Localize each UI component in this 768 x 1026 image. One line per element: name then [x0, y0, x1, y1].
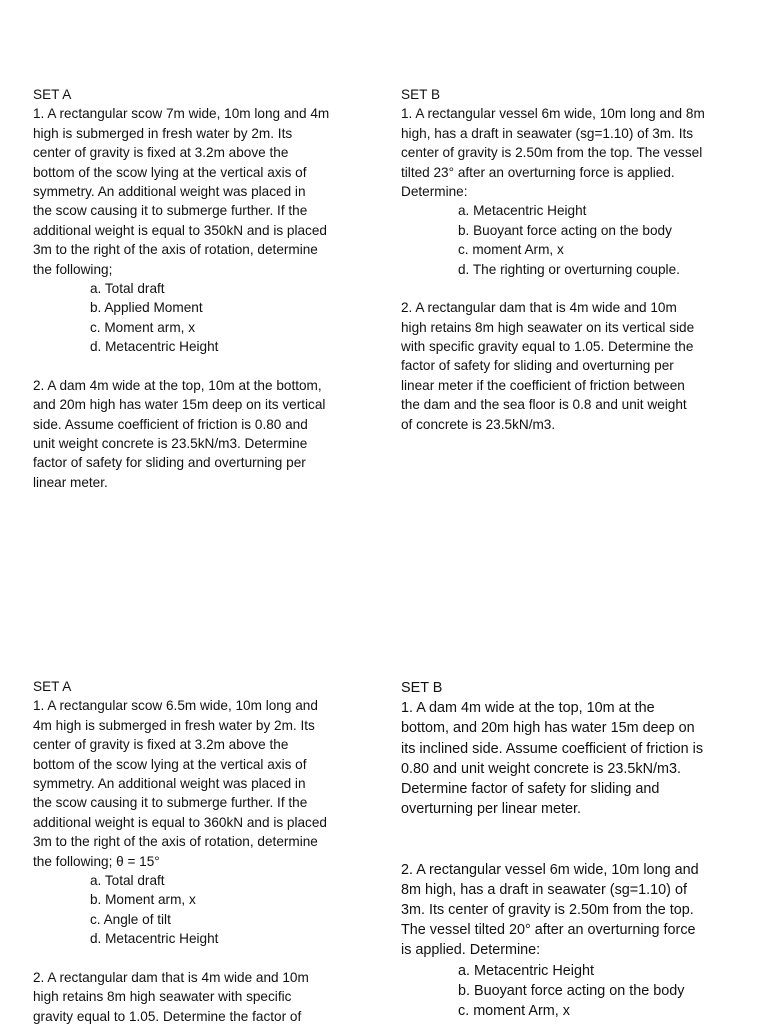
problem-line: high is submerged in fresh water by 2m. Its	[33, 125, 293, 141]
set-heading: SET B	[401, 87, 441, 102]
problem-line: side. Assume coefficient of friction is 0.80 and	[33, 416, 308, 432]
problem-line: center of gravity is 2.50m from the top. The vessel	[401, 145, 703, 161]
problem-2	[401, 298, 705, 434]
problem-line: high retains 8m high seawater on its vertical side	[401, 319, 695, 335]
bottom-set-b	[401, 678, 703, 1021]
problem-line: Determine factor of safety for sliding and	[401, 780, 660, 797]
problem-line: 3m. Its center of gravity is 2.50m from the top.	[401, 902, 694, 919]
problem-line: 1. A rectangular scow 6.5m wide, 10m long and	[33, 698, 318, 714]
list-item: a. Total draft	[90, 872, 165, 888]
problem-1	[401, 104, 705, 279]
problem-line: bottom, and 20m high has water 15m deep on	[401, 720, 695, 737]
problem-line: symmetry. An additional weight was placed in	[33, 183, 306, 199]
problem-2	[33, 968, 327, 1026]
list-item: a. Total draft	[90, 280, 165, 296]
problem-line: additional weight is equal to 350kN and is placed	[33, 222, 327, 238]
problem-line: high retains 8m high seawater with specific	[33, 989, 292, 1005]
problem-line: the scow causing it to submerge further. If the	[33, 203, 308, 219]
list-item: b. Buoyant force acting on the body	[458, 222, 672, 238]
list-item: b. Applied Moment	[90, 300, 203, 316]
problem-line: is applied. Determine:	[401, 942, 541, 959]
list-item: b. Buoyant force acting on the body	[458, 982, 685, 999]
problem-line: 3m to the right of the axis of rotation, determine	[33, 834, 318, 850]
problem-line: the scow causing it to submerge further. If the	[33, 795, 308, 811]
set-heading: SET A	[33, 679, 72, 694]
problem-line: 8m high, has a draft in seawater (sg=1.10) of	[401, 881, 687, 898]
list-item: d. Metacentric Height	[90, 339, 219, 355]
problem-1	[401, 698, 703, 819]
list-item: c. Angle of tilt	[90, 911, 171, 927]
top-set-a	[33, 85, 329, 492]
problem-line: 2. A rectangular dam that is 4m wide and 10m	[401, 300, 677, 316]
problem-line: its inclined side. Assume coefficient of friction is	[401, 740, 704, 757]
set-heading: SET A	[33, 87, 72, 102]
list-item: c. moment Arm, x	[458, 242, 564, 258]
problem-line: and 20m high has water 15m deep on its vertical	[33, 397, 326, 413]
problem-line: bottom of the scow lying at the vertical axis of	[33, 756, 307, 772]
problem-line: 3m to the right of the axis of rotation, determine	[33, 242, 318, 258]
list-item: b. Moment arm, x	[90, 892, 196, 908]
problem-line: gravity equal to 1.05. Determine the factor of	[33, 1008, 302, 1024]
problem-line: with specific gravity equal to 1.05. Determine the	[401, 339, 694, 355]
problem-line: 2. A dam 4m wide at the top, 10m at the bottom,	[33, 377, 322, 393]
list-item: d. Metacentric Height	[90, 931, 219, 947]
problem-line: 2. A rectangular dam that is 4m wide and 10m	[33, 969, 309, 985]
problem-line: symmetry. An additional weight was placed in	[33, 775, 306, 791]
problem-line: factor of safety for sliding and overturning per	[33, 455, 306, 471]
problem-2	[33, 376, 329, 492]
bottom-set-a	[33, 677, 327, 1026]
problem-line: bottom of the scow lying at the vertical axis of	[33, 164, 307, 180]
problem-line: 2. A rectangular vessel 6m wide, 10m long and	[401, 861, 699, 878]
list-item: a. Metacentric Height	[458, 962, 594, 979]
problem-line: 1. A rectangular scow 7m wide, 10m long and 4m	[33, 106, 330, 122]
list-item: c. Moment arm, x	[90, 319, 195, 335]
problem-line: Determine:	[401, 183, 468, 199]
problem-line: center of gravity is fixed at 3.2m above the	[33, 145, 289, 161]
problem-line: of concrete is 23.5kN/m3.	[401, 416, 556, 432]
problem-line: high, has a draft in seawater (sg=1.10) of 3m. Its	[401, 125, 694, 141]
list-item: c. moment Arm, x	[458, 1003, 570, 1019]
list-item: d. The righting or overturning couple.	[458, 261, 680, 277]
problem-line: center of gravity is fixed at 3.2m above the	[33, 737, 289, 753]
problem-line: additional weight is equal to 360kN and is placed	[33, 814, 327, 830]
problem-1	[33, 696, 327, 948]
problem-line: 1. A rectangular vessel 6m wide, 10m long and 8m	[401, 106, 705, 122]
problem-line: tilted 23° after an overturning force is applied.	[401, 164, 675, 180]
problem-line: the dam and the sea floor is 0.8 and unit weight	[401, 397, 687, 413]
problem-line: the following; θ = 15°	[33, 853, 160, 869]
problem-line: overturning per linear meter.	[401, 801, 581, 818]
top-set-b	[401, 85, 705, 434]
problem-line: 0.80 and unit weight concrete is 23.5kN/m3.	[401, 760, 681, 777]
problem-line: factor of safety for sliding and overturning per	[401, 358, 674, 374]
problem-line: unit weight concrete is 23.5kN/m3. Determine	[33, 436, 308, 452]
problem-line: The vessel tilted 20° after an overturning force	[401, 922, 696, 939]
problem-line: 4m high is submerged in fresh water by 2m. Its	[33, 717, 315, 733]
problem-line: 1. A dam 4m wide at the top, 10m at the	[401, 700, 655, 717]
problem-line: linear meter.	[33, 474, 108, 490]
problem-2	[401, 860, 703, 1022]
set-heading: SET B	[401, 680, 443, 696]
list-item: a. Metacentric Height	[458, 203, 587, 219]
problem-1	[33, 104, 329, 356]
problem-line: the following;	[33, 261, 113, 277]
problem-line: linear meter if the coefficient of friction between	[401, 377, 685, 393]
